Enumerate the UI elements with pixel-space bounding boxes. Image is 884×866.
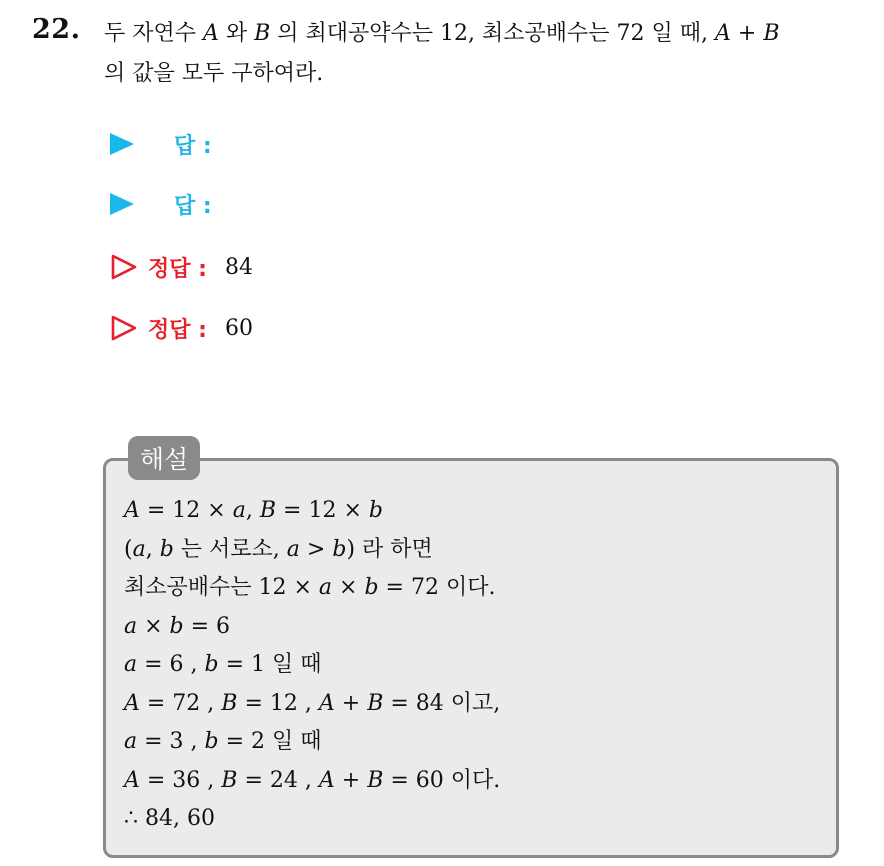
text-segment: = 24 , bbox=[237, 767, 319, 793]
math-variable: A bbox=[715, 21, 731, 46]
text-segment: + bbox=[334, 767, 368, 793]
text-segment: = 72 이다. bbox=[378, 575, 496, 600]
question-text-line1 bbox=[104, 16, 780, 47]
math-variable: A bbox=[124, 498, 140, 523]
solution-tag: 해설 bbox=[128, 436, 200, 480]
text-segment: 두 자연수 bbox=[104, 21, 203, 46]
text-segment: = 60 이다. bbox=[383, 767, 501, 793]
solution-line bbox=[124, 800, 500, 839]
text-segment: + bbox=[730, 21, 764, 46]
math-variable: B bbox=[763, 21, 780, 46]
math-variable: b bbox=[204, 729, 219, 754]
math-variable: a bbox=[124, 613, 138, 639]
math-variable: B bbox=[367, 690, 384, 716]
correct-answer-row-1 bbox=[110, 250, 253, 284]
math-variable: b bbox=[364, 575, 379, 600]
correct-value: 84 bbox=[224, 254, 253, 280]
solution-lines bbox=[124, 492, 500, 839]
outline-triangle-icon bbox=[110, 253, 138, 281]
text-segment: ) 라 하면 bbox=[346, 536, 433, 562]
math-variable: A bbox=[124, 767, 140, 793]
play-triangle-icon bbox=[110, 133, 134, 155]
text-segment: = 3 , bbox=[137, 729, 205, 754]
text-segment: , bbox=[245, 498, 260, 523]
question-text-line2: 의 값을 모두 구하여라. bbox=[104, 61, 324, 86]
answer-field-2[interactable] bbox=[110, 187, 212, 221]
math-variable: B bbox=[254, 21, 271, 46]
text-segment: ∴ 84, 60 bbox=[124, 806, 215, 831]
solution-line bbox=[124, 569, 500, 608]
math-variable: A bbox=[203, 21, 219, 46]
math-variable: b bbox=[204, 652, 219, 677]
text-segment: 의 최대공약수는 12, 최소공배수는 72 일 때, bbox=[270, 21, 716, 46]
solution-line bbox=[124, 531, 500, 570]
solution-line bbox=[124, 762, 500, 801]
text-segment: = 6 , bbox=[137, 652, 205, 677]
text-segment: = 6 bbox=[183, 613, 231, 639]
solution-line bbox=[124, 646, 500, 685]
correct-value: 60 bbox=[224, 315, 253, 341]
math-variable: b bbox=[368, 498, 383, 523]
solution-line bbox=[124, 685, 500, 724]
text-segment: = 1 일 때 bbox=[218, 652, 322, 677]
math-variable: a bbox=[232, 498, 246, 523]
text-segment: = 12 , bbox=[237, 690, 319, 716]
play-triangle-icon bbox=[110, 193, 134, 215]
text-segment: = 12 × bbox=[276, 498, 369, 523]
answer-label: 답 : bbox=[174, 133, 212, 159]
outline-triangle-icon bbox=[110, 314, 138, 342]
text-segment: 는 서로소, bbox=[173, 536, 287, 562]
math-variable: A bbox=[318, 767, 335, 793]
text-segment: = 12 × bbox=[139, 498, 233, 523]
text-segment: = 2 일 때 bbox=[218, 729, 322, 754]
answer-label: 답 : bbox=[174, 193, 212, 219]
text-segment: = 84 이고, bbox=[383, 690, 501, 716]
text-segment: = 36 , bbox=[139, 767, 222, 793]
math-variable: B bbox=[259, 498, 277, 523]
correct-label: 정답 : bbox=[148, 317, 207, 343]
math-variable: a bbox=[318, 575, 333, 600]
text-segment: 최소공배수는 12 × bbox=[124, 575, 319, 600]
math-variable: a bbox=[286, 536, 300, 562]
question-number: 22. bbox=[32, 14, 81, 45]
solution-line bbox=[124, 723, 500, 762]
text-segment: , bbox=[145, 536, 160, 562]
math-variable: b bbox=[159, 536, 174, 562]
solution-line bbox=[124, 492, 500, 531]
text-segment: × bbox=[137, 613, 170, 639]
math-variable: a bbox=[124, 652, 138, 677]
correct-label: 정답 : bbox=[148, 256, 207, 282]
text-segment: = 72 , bbox=[139, 690, 222, 716]
correct-answer-row-2 bbox=[110, 311, 253, 345]
math-variable: a bbox=[124, 729, 138, 754]
math-variable: b bbox=[332, 536, 347, 562]
math-variable: A bbox=[124, 690, 140, 716]
math-variable: a bbox=[132, 536, 146, 562]
text-segment: 와 bbox=[218, 21, 255, 46]
text-segment: > bbox=[299, 536, 333, 562]
answer-field-1[interactable] bbox=[110, 127, 212, 161]
text-segment: + bbox=[334, 690, 368, 716]
text-segment: ( bbox=[124, 536, 133, 562]
solution-line bbox=[124, 608, 500, 647]
math-variable: B bbox=[221, 767, 238, 793]
math-variable: B bbox=[221, 690, 238, 716]
math-variable: b bbox=[169, 613, 184, 639]
math-variable: B bbox=[367, 767, 384, 793]
math-variable: A bbox=[318, 690, 335, 716]
text-segment: × bbox=[332, 575, 365, 600]
